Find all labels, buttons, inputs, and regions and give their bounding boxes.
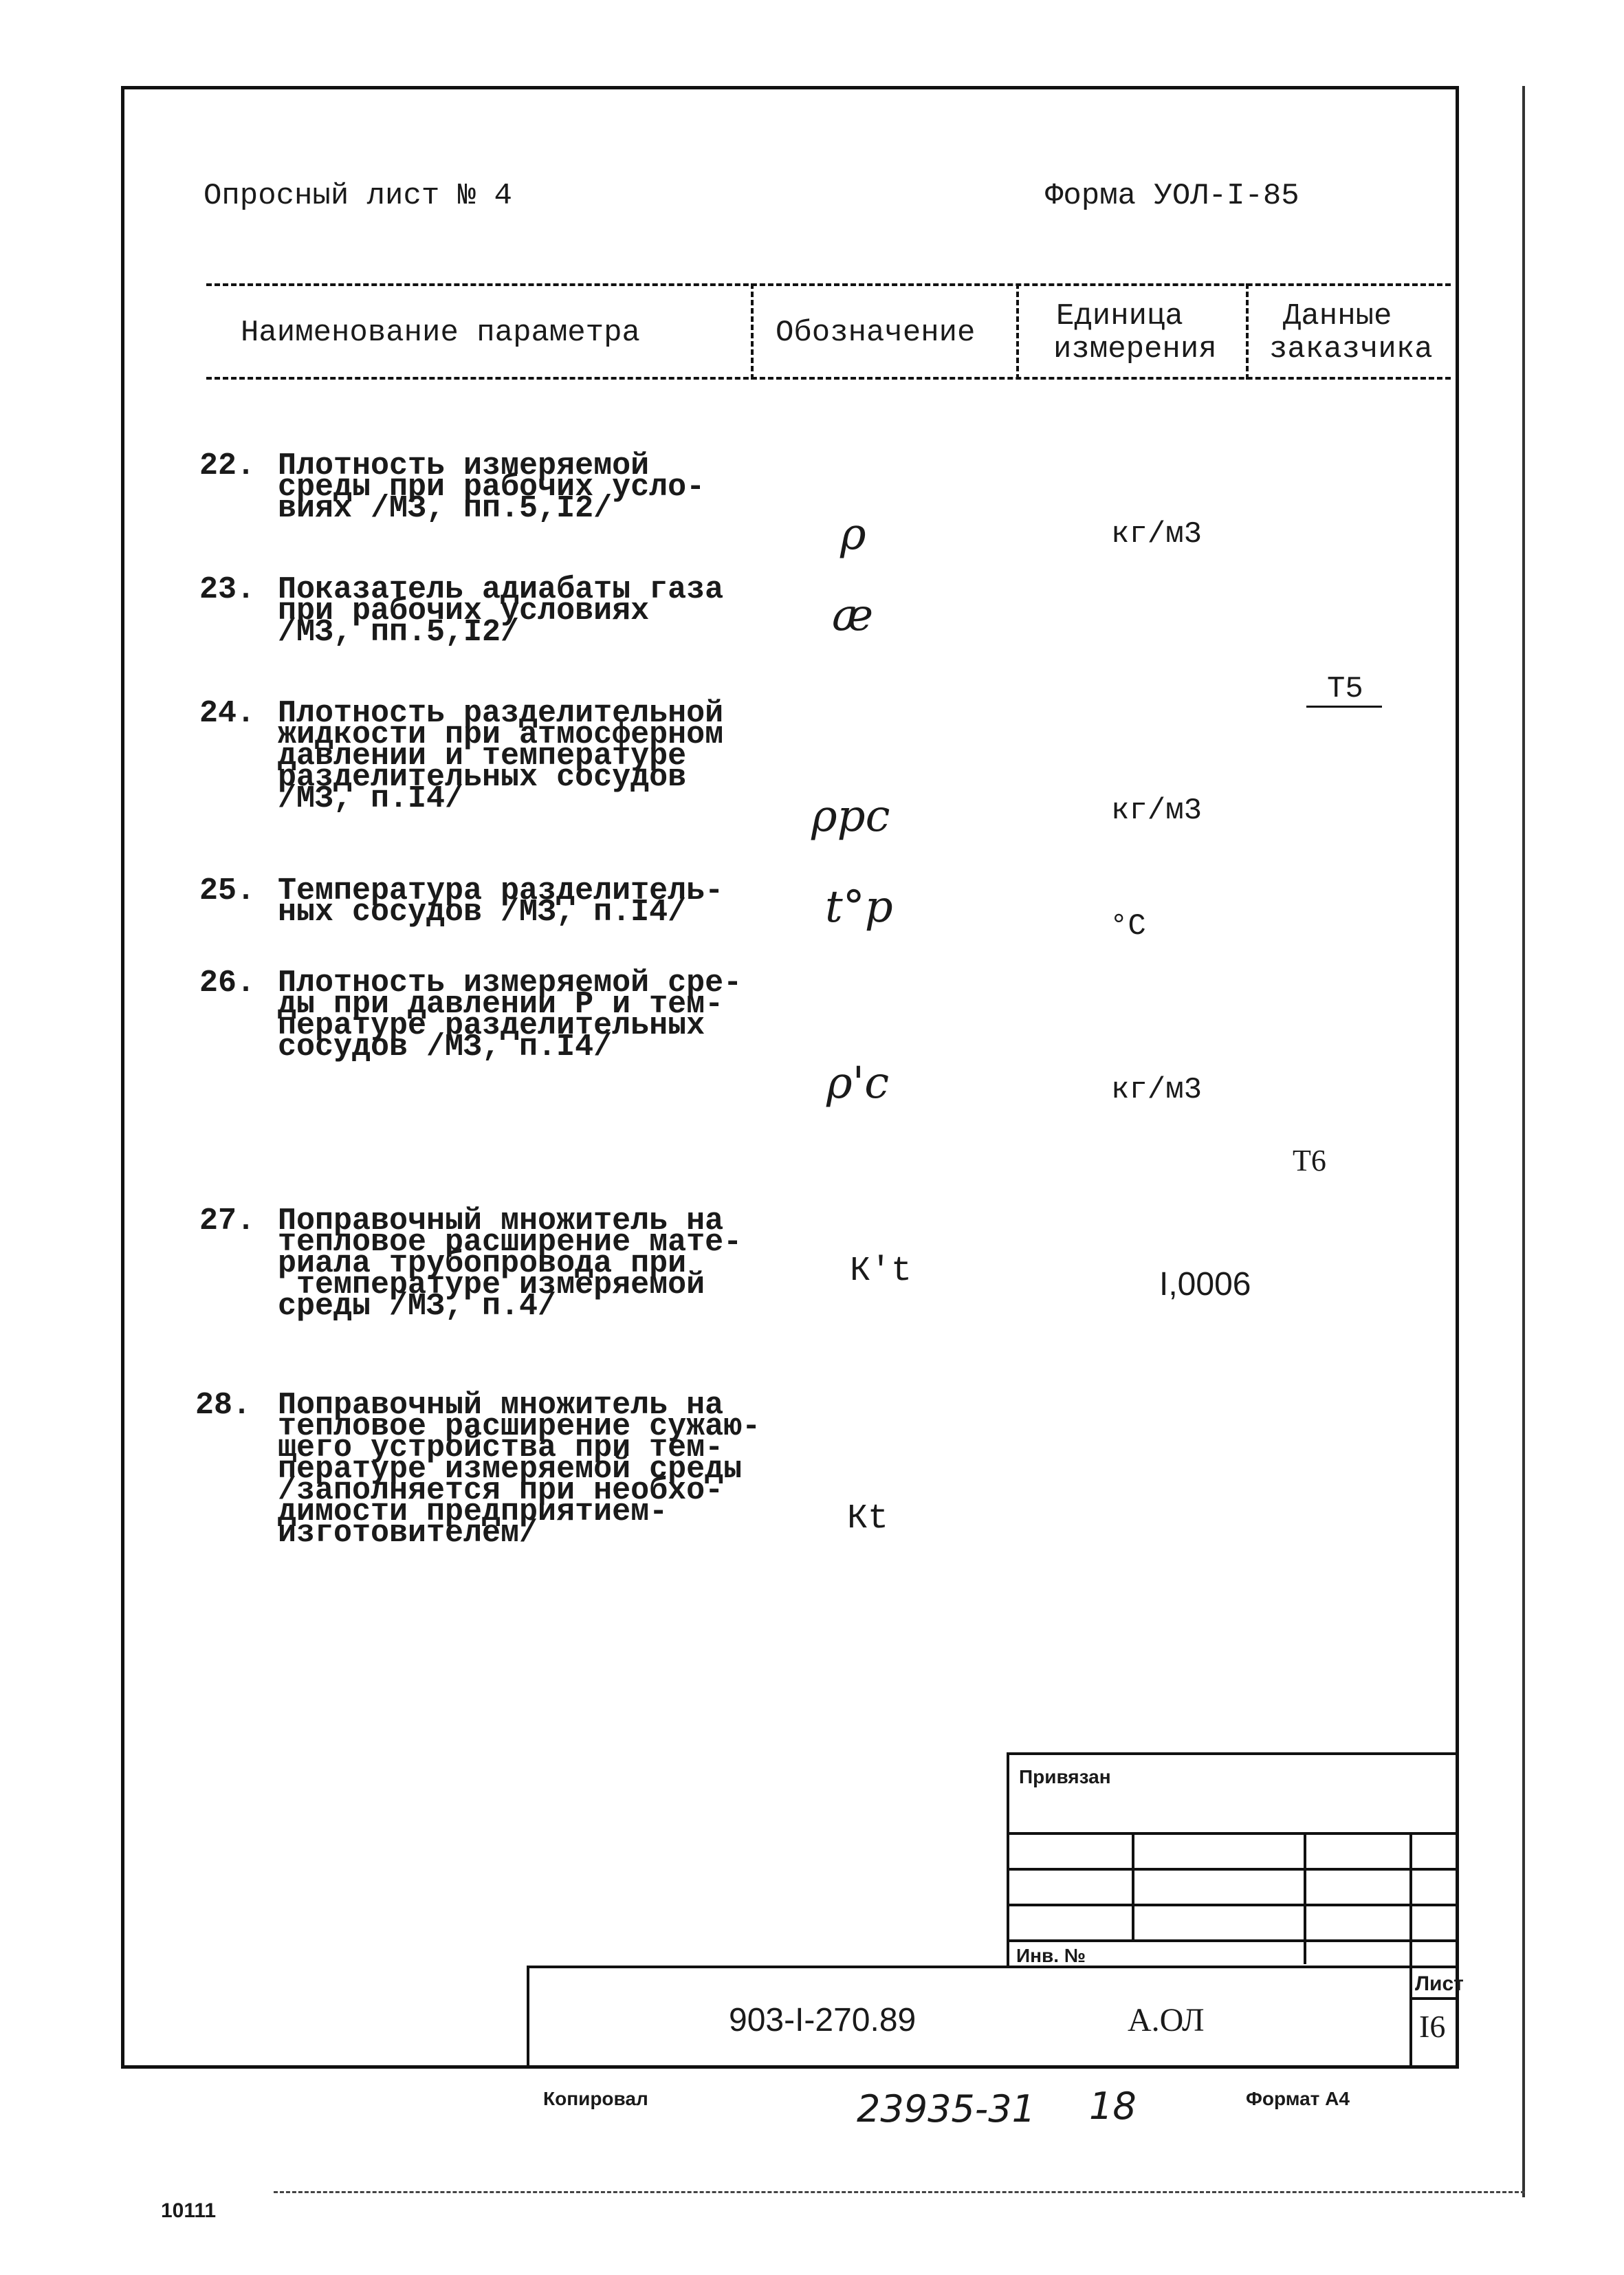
corner-number: 10111	[161, 2199, 217, 2222]
param-number: 24.	[199, 696, 256, 731]
param-symbol: Кt	[847, 1499, 889, 1538]
stamp-top-edge	[1007, 1752, 1456, 1755]
param-number: 23.	[199, 572, 256, 607]
param-text: Плотность измеряемой среды при рабочих усло- виях /МЗ, пп.5,I2/	[278, 448, 705, 526]
outer-right-line	[1522, 86, 1525, 2197]
stamp-col-line	[1304, 1832, 1306, 1964]
stamp-list-label: Лист	[1415, 1972, 1464, 1995]
stamp-row-line	[1007, 1939, 1456, 1942]
param-symbol: ρ'с	[826, 1058, 890, 1109]
doc-code: 903-I-270.89	[729, 2002, 917, 2038]
param-text: Показатель адиабаты газа при рабочих условиях /МЗ, пп.5,I2/	[278, 572, 724, 650]
param-number: 25.	[199, 873, 256, 908]
stamp-list-number: I6	[1419, 2009, 1446, 2044]
stamp-row-line	[1007, 1868, 1456, 1871]
param-number: 26.	[199, 966, 256, 1001]
param-symbol: æ	[832, 590, 874, 641]
stamp-privyazan: Привязан	[1019, 1766, 1111, 1787]
param-number: 27.	[199, 1204, 256, 1239]
param-value: I,0006	[1159, 1266, 1251, 1303]
mark-t5: Т5	[1327, 672, 1363, 706]
col-header-unit-1: Единица	[1056, 299, 1183, 334]
footer-kopiroval: Копировал	[543, 2088, 648, 2109]
doc-type: А.ОЛ	[1128, 2002, 1205, 2038]
table-header-top-rule	[206, 283, 1451, 286]
table-header-bottom-rule	[206, 377, 1451, 380]
stamp-col-line	[1132, 1832, 1134, 1939]
col-divider-2	[1016, 283, 1019, 380]
col-header-customer-1: Данные	[1283, 299, 1392, 334]
mark-t5-underline	[1306, 706, 1382, 708]
param-unit: °С	[1110, 909, 1146, 944]
col-header-unit-2: измерения	[1053, 332, 1217, 367]
sheet-title: Опросный лист № 4	[204, 179, 512, 213]
col-divider-1	[751, 283, 754, 380]
param-text: Поправочный множитель на тепловое расширение сужаю- щего устройства при тем- пературе измеряемой среды /заполняется при необхо- димости предприятием- изготовителем/	[278, 1388, 761, 1551]
param-unit: кг/м3	[1111, 1073, 1203, 1107]
param-symbol: t°р	[825, 882, 893, 933]
title-block-left	[527, 1966, 529, 2067]
mark-t6: Т6	[1293, 1144, 1326, 1177]
stamp-col-line	[1409, 1832, 1412, 2066]
stamp-row-line	[1007, 1904, 1456, 1906]
col-header-customer-2: заказчика	[1269, 332, 1433, 367]
param-number: 22.	[199, 448, 256, 483]
param-symbol: К't	[850, 1252, 912, 1291]
col-divider-3	[1246, 283, 1249, 380]
footer-order-number: 23935-31	[857, 2087, 1035, 2131]
param-text: Плотность измеряемой сре- ды при давлении Р и тем- пературе разделительных сосудов /МЗ, п.I4/	[278, 966, 743, 1065]
page-frame	[121, 86, 1459, 2069]
stamp-left-edge	[1007, 1752, 1009, 1966]
param-unit: кг/м3	[1111, 794, 1203, 828]
form-code: Форма УОЛ-I-85	[1045, 179, 1299, 213]
footer-format: Формат А4	[1246, 2088, 1350, 2109]
stamp-row-line	[1007, 1832, 1456, 1835]
list-cell-line	[1409, 1997, 1456, 2000]
param-text: Плотность разделительной жидкости при атмосферном давлении и температуре разделительных сосудов /МЗ, п.I4/	[278, 696, 724, 816]
param-symbol: ρрс	[811, 791, 890, 842]
stamp-inv-no: Инв. №	[1016, 1945, 1086, 1966]
col-header-name: Наименование параметра	[241, 316, 640, 350]
title-block-top	[527, 1966, 1456, 1968]
col-header-designation: Обозначение	[776, 316, 976, 350]
param-text: Температура разделитель- ных сосудов /МЗ, п.I4/	[278, 873, 724, 930]
outer-bottom-line	[274, 2191, 1525, 2195]
footer-order-sub: 18	[1089, 2084, 1137, 2128]
param-text: Поправочный множитель на тепловое расширение мате- риала трубопровода при температуре измеряемой среды /МЗ, п.4/	[278, 1204, 743, 1324]
param-symbol: ρ	[840, 509, 866, 560]
param-unit: кг/м3	[1111, 517, 1203, 552]
param-number: 28.	[195, 1388, 252, 1423]
